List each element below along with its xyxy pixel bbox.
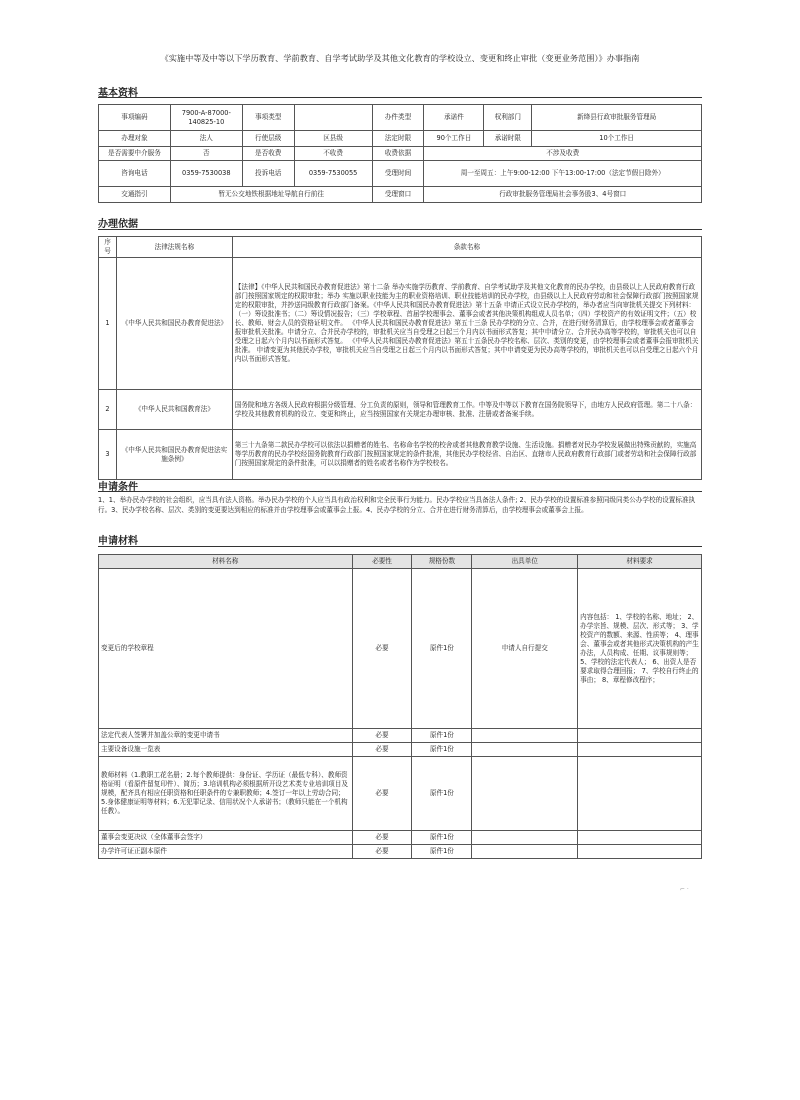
window-label: 受理窗口	[372, 187, 424, 203]
basis-row-name: 《中华人民共和国教育法》	[116, 390, 232, 430]
material-copies: 原件1份	[412, 729, 472, 743]
target: 法人	[170, 131, 242, 147]
basis-row-no: 1	[99, 258, 117, 390]
material-required: 必要	[352, 729, 412, 743]
material-requirement	[578, 757, 702, 831]
material-issuer	[472, 831, 578, 845]
section-divider	[98, 229, 702, 230]
material-requirement	[578, 743, 702, 757]
material-copies: 原件1份	[412, 831, 472, 845]
material-requirement	[578, 845, 702, 859]
agency-label: 是否需要中介服务	[99, 147, 171, 161]
basic-info-table	[98, 104, 702, 203]
section-divider	[98, 491, 702, 492]
scan-mark: ⌐ ·	[680, 886, 689, 893]
material-issuer	[472, 757, 578, 831]
fee-basis-label: 收费依据	[372, 147, 424, 161]
promise-limit-label: 承诺时限	[484, 131, 532, 147]
material-required: 必要	[352, 743, 412, 757]
material-name: 办学许可证正副本原件	[99, 845, 353, 859]
basis-row-no: 2	[99, 390, 117, 430]
complaint-label: 投诉电话	[242, 161, 294, 187]
materials-col-required: 必要性	[352, 555, 412, 569]
section-materials-heading: 申请材料	[98, 536, 138, 547]
basis-row-clause: 【法律】《中华人民共和国民办教育促进法》第十二条 举办实施学历教育、学前教育、自学考试助学及其他文化教育的民办学校，由县级以上人民政府教育行政部门按照国家规定的权限审批；举办 实施以职业技能为主的职业资格培训、职业技能培训的民办学校，由县级以上人民政府劳动和社会保障行政部门按照国家规定的权限审批，并抄送同级教育行政部门备案。《中华人民共和国民办教育促进法》第十五条 申请正式设立民办学校的，举办者应当向审批机关提交下列材料：（一）筹设批准书；（二）筹设情况报告；（三）学校章程、首届学校理事会、董事会或者其他决策机构组成人员名单；（四）学校资产的有效证明文件；（五）校长、教师、财会人员的资格证明文件。 《中华人民共和国民办教育促进法》第五十三条 民办学校的分立、合并，在进行财务清算后，由学校理事会或者董事会报审批机关批准。申请分立、合并民办学校的，审批机关应当自受理之日起三个月内以书面形式答复；其中申请分立、合并民办高等学校的，审批机关也可以自受理之日起六个月内以书面形式答复。 《中华人民共和国民办教育促进法》第五十五条民办学校名称、层次、类别的变更，由学校理事会或者董事会报审批机关批准。 申请变更为其他民办学校，审批机关应当自受理之日起三个月内以书面形式答复；其中申请变更为民办高等学校的，审批机关也可以自受理之日起六个月内以书面形式答复。	[232, 258, 701, 390]
material-name: 董事会变更决议（全体董事会签字）	[99, 831, 353, 845]
target-label: 办理对象	[99, 131, 171, 147]
material-required: 必要	[352, 845, 412, 859]
traffic-label: 交通指引	[99, 187, 171, 203]
traffic: 暂无公交地铁根据地址导航自行前往	[170, 187, 372, 203]
material-requirement: 内容包括： 1、学校的名称、地址； 2、办学宗旨、规模、层次、形式等； 3、学校资产的数额、来源、性质等； 4、理事会、董事会或者其他形式决策机构的产生办法，人员构成、任期、议事规则等； 5、学校的法定代表人； 6、出资人是否要求取得合理回报； 7、学校自行终止的事由； 8、章程修改程序；	[578, 569, 702, 729]
dept-label: 权利部门	[484, 105, 532, 131]
phone-label: 咨询电话	[99, 161, 171, 187]
fee-basis: 不涉及收费	[424, 147, 702, 161]
window: 行政审批服务管理局社会事务股3、4号窗口	[424, 187, 702, 203]
material-issuer	[472, 743, 578, 757]
complaint: 0359-7530055	[294, 161, 372, 187]
material-issuer: 申请人自行提交	[472, 569, 578, 729]
material-copies: 原件1份	[412, 743, 472, 757]
material-required: 必要	[352, 569, 412, 729]
material-required: 必要	[352, 831, 412, 845]
materials-col-issuer: 出具单位	[472, 555, 578, 569]
basis-row-clause: 第三十九条第二款民办学校可以依法以捐赠者的姓名、名称命名学校的校舍或者其他教育教学设施、生活设施。捐赠者对民办学校发展做出特殊贡献的，实施高等学历教育的民办学校经国务院教育行政部门按照国家规定的条件批准，其他民办学校经省、自治区、直辖市人民政府教育行政部门或者劳动和社会保障行政部门按照国家规定的条件批准，可以以捐赠者的姓名或者名称作为学校校名。	[232, 430, 701, 480]
conditions-text: 1、1、举办民办学校的社会组织，应当具有法人资格。举办民办学校的个人应当具有政治权利和完全民事行为能力。民办学校应当具备法人条件; 2、民办学校的设置标准参照同级同类公办学校的设置标准执行。3、民办学校名称、层次、类别的变更要达到相应的标准并由学校理事会或董事会上报。4、民办学校的分立、合并在进行财务清算后，由学校理事会或董事会上报。	[98, 496, 696, 514]
material-requirement	[578, 729, 702, 743]
material-issuer	[472, 729, 578, 743]
section-conditions-heading: 申请条件	[98, 482, 138, 493]
material-name: 法定代表人签署并加盖公章的变更申请书	[99, 729, 353, 743]
item-type	[294, 105, 372, 131]
material-name: 教师材料（1.教职工花名册；2.每个教师提供：身份证、学历证（最低专科）、教师资格证明（看原件留复印件）、简历；3.培训机构必须根据所开设艺术类专业培训项目及规模，配齐具有相应任职资格和任职条件的专兼职教师；4.签订一年以上劳动合同；5.身体健康证明等材料；6.无犯罪记录、信用状况个人承诺书；（教师只能在一个机构任教）。	[99, 757, 353, 831]
material-required: 必要	[352, 757, 412, 831]
basis-col-clause: 条款名称	[232, 237, 701, 258]
basis-row-clause: 国务院和地方各级人民政府根据分级管理、分工负责的原则，领导和管理教育工作。中等及中等以下教育在国务院领导下，由地方人民政府管理。第二十八条：学校及其他教育机构的设立、变更和终止，应当按照国家有关规定办理审核、批准、注册或者备案手续。	[232, 390, 701, 430]
section-divider	[98, 546, 702, 547]
materials-col-name: 材料名称	[99, 555, 353, 569]
fee-label: 是否收费	[242, 147, 294, 161]
basis-table	[98, 236, 702, 480]
item-code: 7900-A-87000-140825-10	[170, 105, 242, 131]
section-divider	[98, 97, 702, 98]
materials-table	[98, 554, 702, 859]
section-basic-heading: 基本资料	[98, 88, 138, 99]
promise-limit: 10个工作日	[532, 131, 702, 147]
level-label: 行使层级	[242, 131, 294, 147]
material-issuer	[472, 845, 578, 859]
material-name: 主要设备设施一览表	[99, 743, 353, 757]
handle-type-label: 办件类型	[372, 105, 424, 131]
time-label: 受理时间	[372, 161, 424, 187]
fee: 不收费	[294, 147, 372, 161]
basis-col-no: 序号	[99, 237, 117, 258]
material-copies: 原件1份	[412, 569, 472, 729]
material-copies: 原件1份	[412, 845, 472, 859]
agency: 否	[170, 147, 242, 161]
legal-limit-label: 法定时限	[372, 131, 424, 147]
document-title: 《实施中等及中等以下学历教育、学前教育、自学考试助学及其他文化教育的学校设立、变更和终止审批（变更业务范围）》办事指南	[160, 53, 640, 63]
materials-col-copies: 规格份数	[412, 555, 472, 569]
level: 区县级	[294, 131, 372, 147]
basis-row-no: 3	[99, 430, 117, 480]
legal-limit: 90个工作日	[424, 131, 484, 147]
handle-type: 承诺件	[424, 105, 484, 131]
basis-row-name: 《中华人民共和国民办教育促进法实施条例》	[116, 430, 232, 480]
item-code-label: 事项编码	[99, 105, 171, 131]
material-requirement	[578, 831, 702, 845]
dept: 新绛县行政审批服务管理局	[532, 105, 702, 131]
time: 周一至周五：上午9:00-12:00 下午13:00-17:00（法定节假日除外）	[424, 161, 702, 187]
material-name: 变更后的学校章程	[99, 569, 353, 729]
basis-row-name: 《中华人民共和国民办教育促进法》	[116, 258, 232, 390]
material-copies: 原件1份	[412, 757, 472, 831]
materials-col-req: 材料要求	[578, 555, 702, 569]
section-basis-heading: 办理依据	[98, 219, 138, 230]
item-type-label: 事项类型	[242, 105, 294, 131]
phone: 0359-7530038	[170, 161, 242, 187]
basis-col-name: 法律法规名称	[116, 237, 232, 258]
